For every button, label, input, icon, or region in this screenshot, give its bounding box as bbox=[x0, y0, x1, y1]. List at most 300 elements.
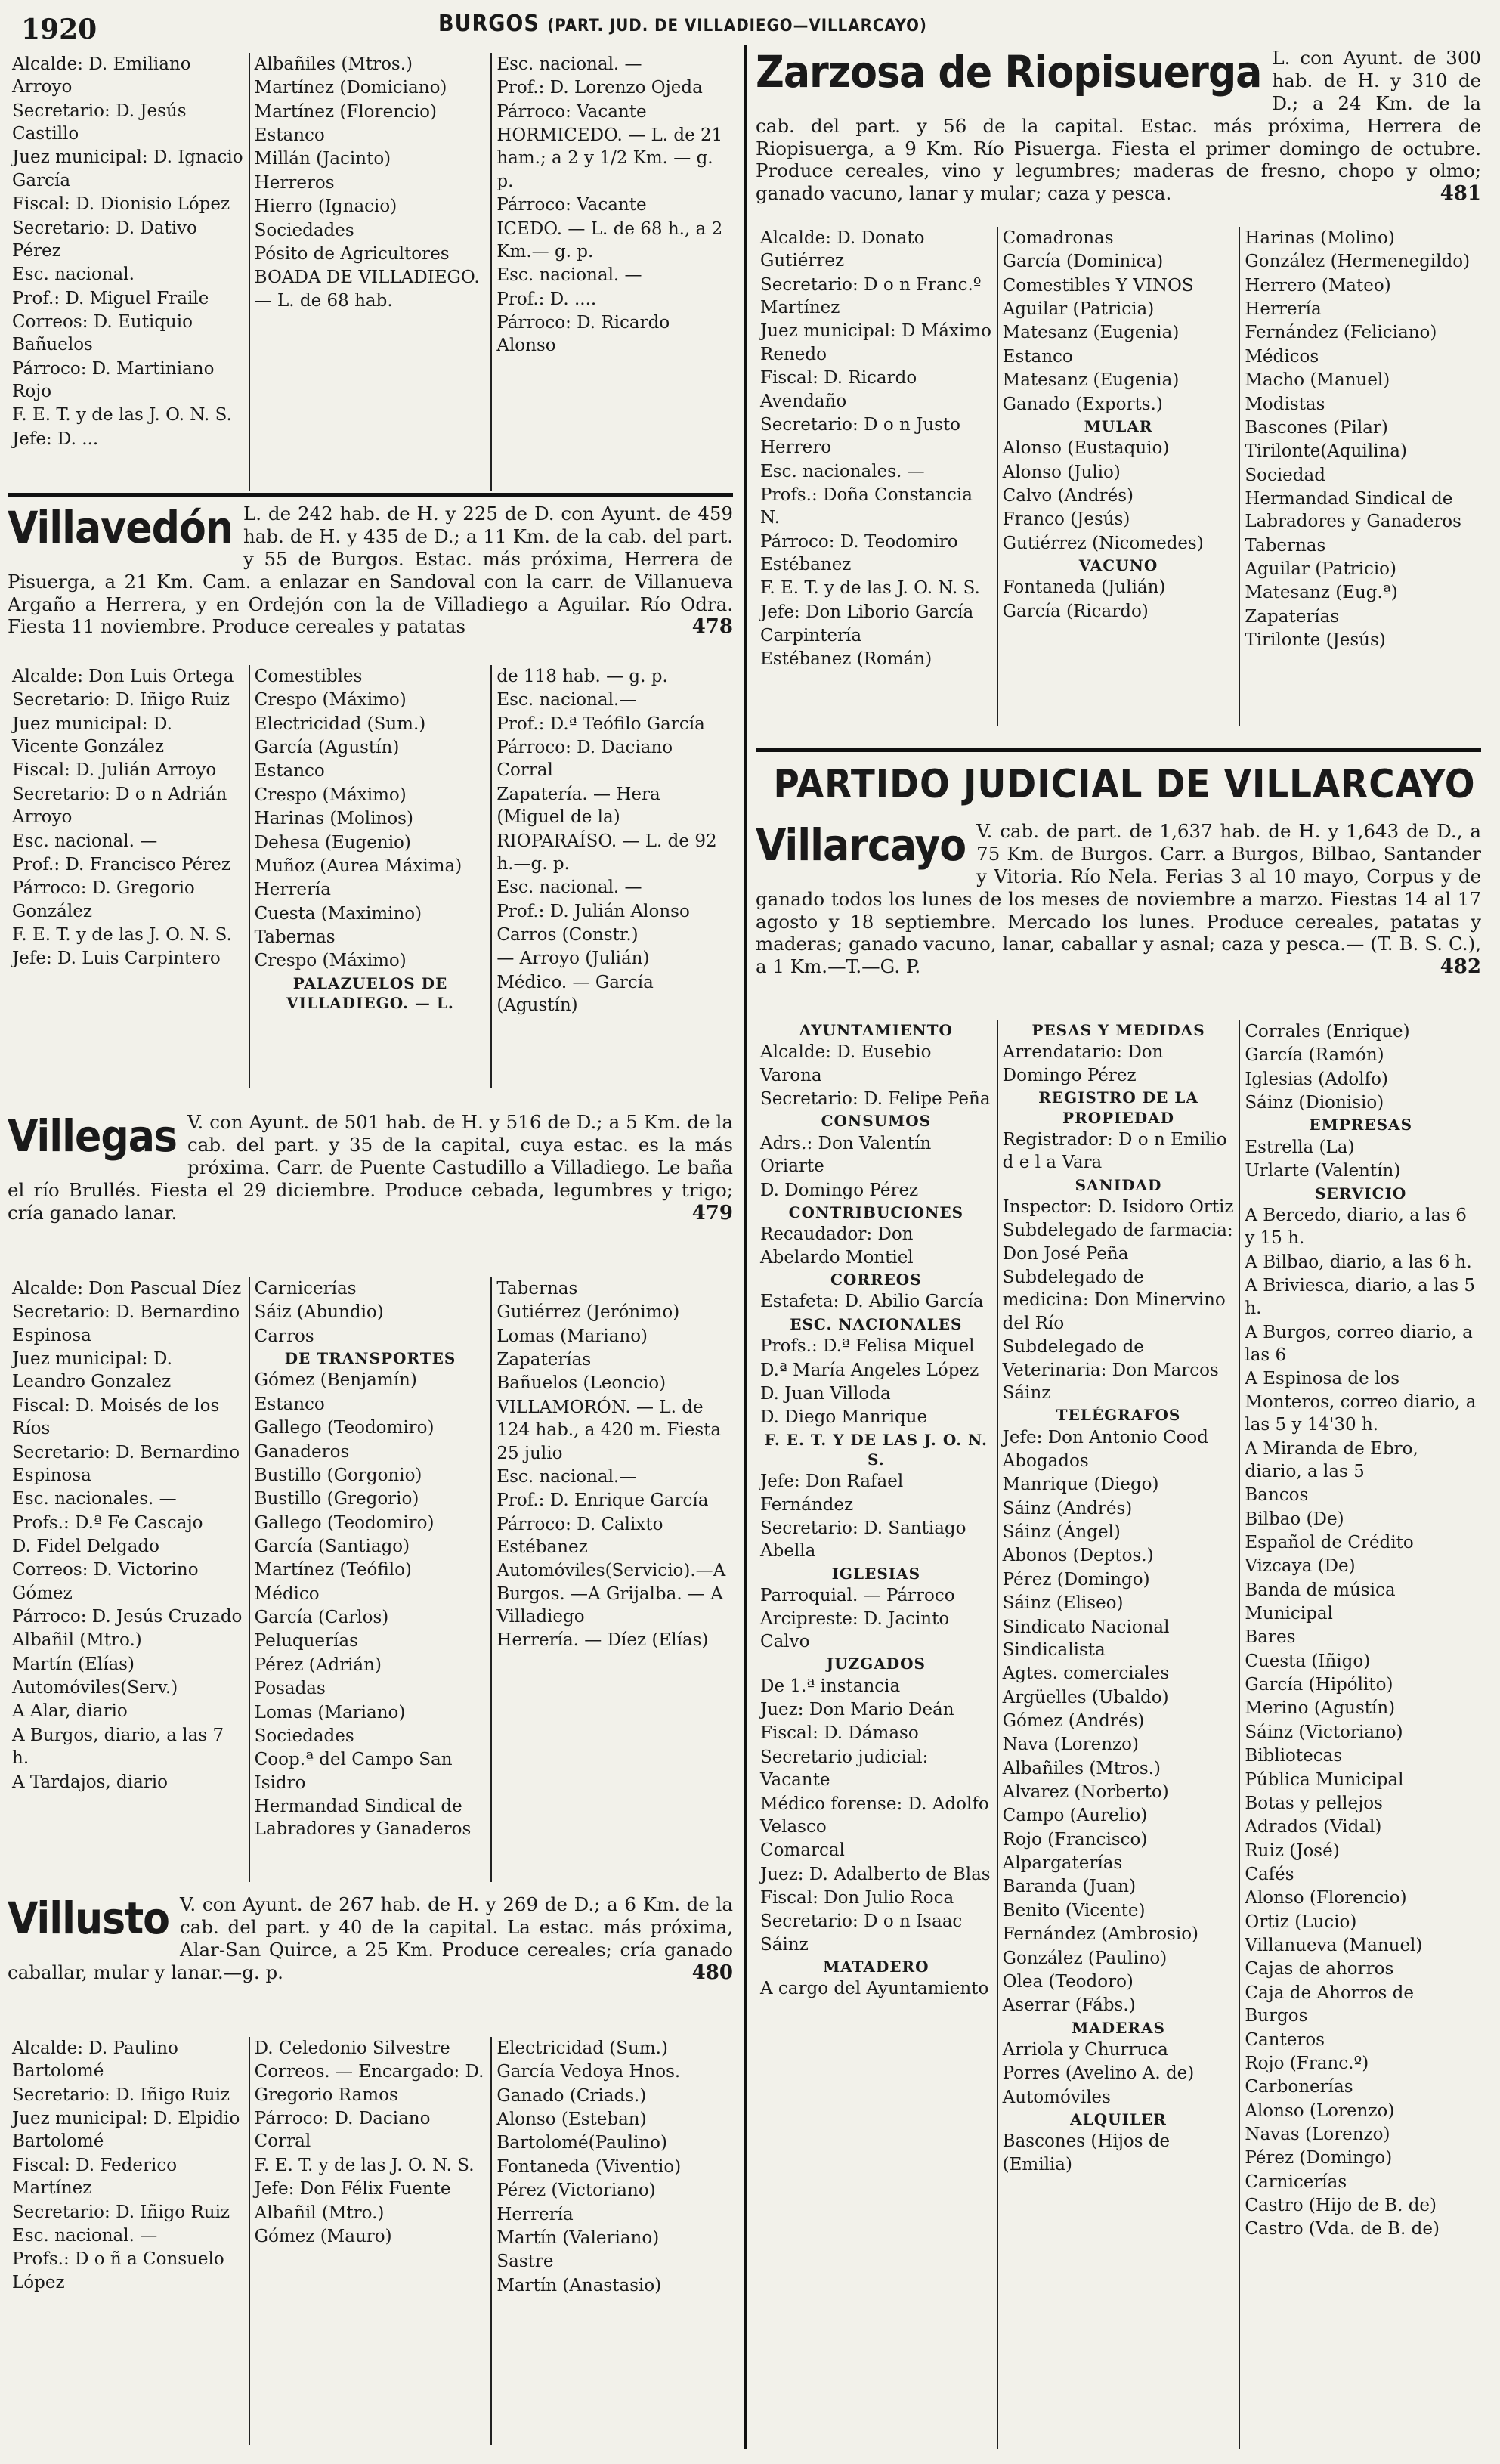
directory-line: Prof.: D. Julián Alonso bbox=[496, 901, 690, 921]
directory-line: Aguilar (Patricio) bbox=[1245, 559, 1396, 580]
town-description: L. de 242 hab. de H. y 225 de D. con Ayunt. de 459 hab. de H. y 435 de D.; a 11 Km. de la cab. del part. y 55 de Burgos. Estac. más próxima, Herrera de Pisuerga, a 21 Km. Cam. a enlazar en Sandoval con la carr. de Villanueva Argaño a Herrera, y en Ordejón con la de Villadiego a Aguilar. Río Odra. Fiesta 11 noviembre. Produce cereales y patatas bbox=[8, 503, 733, 638]
directory-line: A Alar, diario bbox=[12, 1701, 128, 1722]
directory-line: Juez municipal: D. Ignacio García bbox=[12, 147, 243, 190]
directory-line: EMPRESAS bbox=[1309, 1116, 1413, 1134]
directory-line: Tabernas bbox=[496, 1279, 578, 1299]
town-name: Villavedón bbox=[8, 503, 233, 553]
directory-line: Albañiles (Mtros.) bbox=[1002, 1758, 1161, 1778]
directory-line: Electricidad (Sum.) bbox=[254, 714, 426, 734]
directory-line: SERVICIO bbox=[1315, 1184, 1407, 1203]
directory-line: Rojo (Francisco) bbox=[1002, 1829, 1148, 1850]
directory-line: Sociedades bbox=[254, 1726, 354, 1746]
directory-line: Fontaneda (Julián) bbox=[1002, 577, 1166, 598]
rule bbox=[756, 748, 1481, 752]
directory-line: Secretario: D o n Justo Herrero bbox=[760, 414, 961, 458]
directory-line: JUZGADOS bbox=[826, 1655, 926, 1673]
directory-line: Banda de música bbox=[1245, 1580, 1396, 1600]
directory-line: Profs.: D o ñ a Consuelo López bbox=[12, 2249, 224, 2292]
directory-line: Adrs.: Don Valentín Oriarte bbox=[760, 1133, 932, 1177]
directory-line: Cafés bbox=[1245, 1865, 1294, 1884]
directory-line: Sociedades bbox=[254, 220, 354, 240]
directory-line: Albañiles (Mtros.) bbox=[254, 54, 413, 74]
directory-line: Párroco: D. Martiniano Rojo bbox=[12, 358, 215, 402]
directory-line: Esc. nacional.— bbox=[496, 690, 637, 710]
directory-line: Gallego (Teodomiro) bbox=[254, 1512, 435, 1533]
directory-line: Párroco: D. Jesús Cruzado bbox=[12, 1607, 243, 1627]
directory-line: Martín (Anastasio) bbox=[496, 2275, 662, 2295]
directory-line: D.ª María Angeles López bbox=[760, 1360, 979, 1380]
directory-line: Carnicerías bbox=[254, 1279, 357, 1299]
directory-line: González (Paulino) bbox=[1002, 1948, 1168, 1968]
directory-line: Bancos bbox=[1245, 1485, 1309, 1506]
directory-line: Estébanez (Román) bbox=[760, 649, 932, 670]
entry-header-zarzosa bbox=[756, 47, 1481, 224]
directory-line: Franco (Jesús) bbox=[1002, 509, 1130, 530]
directory-line: F. E. T. y de las J. O. N. S. bbox=[12, 405, 232, 426]
directory-line: Jefe: Don Rafael Fernández bbox=[760, 1472, 904, 1515]
directory-line: Prof.: D. .... bbox=[496, 289, 597, 309]
directory-line: Automóviles bbox=[1002, 2087, 1111, 2107]
directory-line: García (Ramón) bbox=[1245, 1045, 1384, 1066]
directory-line: Alcalde: Don Luis Ortega bbox=[12, 667, 234, 686]
directory-line: Pérez (Domingo) bbox=[1002, 1569, 1150, 1590]
directory-line: Bilbao (De) bbox=[1245, 1509, 1344, 1529]
directory-line: Matesanz (Eug.ª) bbox=[1245, 583, 1398, 603]
directory-line: Juez: D. Adalberto de Blas bbox=[760, 1864, 991, 1884]
page-number: 1920 bbox=[21, 14, 97, 45]
directory-line: Prof.: D. Francisco Pérez bbox=[12, 854, 230, 874]
directory-line: Profs.: D.ª Fe Cascajo bbox=[12, 1512, 203, 1533]
town-description: V. cab. de part. de 1,637 hab. de H. y 1,643 de D., a 75 Km. de Burgos. Carr. a Burgos, Bilbao, Santander y Vitoria. Río Nela. Ferias 3 al 10 mayo, Corpus y de ganado todos los lunes de los meses de noviembre a marzo. Fiestas 14 al 17 agosto y 18 septiembre. Mercado los lunes. Produce cereales, patatas y maderas; ganado vacuno, lanar, caballar y asnal; caza y pesca.— (T. B. S. C.), a 1 Km.—T.—G. P. bbox=[756, 820, 1481, 978]
directory-line: Esc. nacional. — bbox=[12, 831, 158, 851]
directory-line: Crespo (Máximo) bbox=[254, 690, 407, 710]
directory-column bbox=[1239, 1020, 1481, 2449]
directory-line: Benito (Vicente) bbox=[1002, 1900, 1146, 1921]
directory-line: Estanco bbox=[254, 125, 325, 146]
entry-header-villusto bbox=[8, 1893, 733, 2033]
town-name: Villegas bbox=[8, 1111, 177, 1162]
directory-line: Secretario: D. Iñigo Ruiz bbox=[12, 2085, 230, 2105]
directory-line: Matesanz (Eugenia) bbox=[1002, 323, 1180, 343]
directory-column bbox=[1239, 227, 1481, 726]
directory-line: Tirilonte(Aquilina) bbox=[1245, 441, 1407, 462]
directory-line: Subdelegado de medicina: Don Minervino del Río bbox=[1002, 1268, 1226, 1333]
directory-line: TELÉGRAFOS bbox=[1056, 1406, 1181, 1425]
directory-line: Vizcaya (De) bbox=[1245, 1556, 1356, 1577]
directory-line: CONTRIBUCIONES bbox=[788, 1203, 964, 1221]
directory-line: Correos: D. Victorino Gómez bbox=[12, 1560, 199, 1603]
directory-line: Secretario: D. Jesús Castillo bbox=[12, 101, 187, 144]
directory-line: Carros bbox=[254, 1326, 314, 1346]
directory-line: Alonso (Florencio) bbox=[1245, 1888, 1407, 1908]
entry-columns-zarzosa bbox=[756, 227, 1481, 726]
directory-line: Alcalde: D. Eusebio Varona bbox=[760, 1042, 932, 1085]
directory-line: Prof.: D.ª Teófilo García bbox=[496, 714, 705, 734]
directory-line: Herrero (Mateo) bbox=[1245, 275, 1391, 296]
directory-line: Juez municipal: D. Leandro Gonzalez bbox=[12, 1349, 172, 1392]
directory-line: Recaudador: Don Abelardo Montiel bbox=[760, 1224, 914, 1268]
directory-line: — Arroyo (Julián) bbox=[496, 949, 650, 969]
directory-line: Modistas bbox=[1245, 394, 1325, 414]
directory-line: Villanueva (Manuel) bbox=[1245, 1936, 1423, 1956]
directory-line: Secretario judicial: Vacante bbox=[760, 1747, 929, 1791]
directory-line: Martínez (Florencio) bbox=[254, 101, 437, 122]
directory-line: Comadronas bbox=[1002, 228, 1114, 248]
directory-line: Secretario: D o n Adrián Arroyo bbox=[12, 784, 227, 828]
directory-line: Muñoz (Aurea Máxima) bbox=[254, 856, 462, 876]
directory-line: Merino (Agustín) bbox=[1245, 1698, 1396, 1719]
directory-line: Ganado (Criads.) bbox=[496, 2085, 647, 2106]
directory-line: Comestibles Y VINOS bbox=[1002, 275, 1194, 296]
directory-line: Párroco: D. Ricardo Alonso bbox=[496, 312, 670, 356]
directory-line: García (Santiago) bbox=[254, 1536, 410, 1556]
directory-line: De 1.ª instancia bbox=[760, 1676, 901, 1696]
directory-line: Pérez (Victoriano) bbox=[496, 2181, 656, 2201]
directory-line: Estanco bbox=[254, 761, 325, 782]
directory-line: Tabernas bbox=[254, 927, 336, 947]
directory-line: Estanco bbox=[1002, 346, 1073, 367]
directory-line: Médico bbox=[254, 1583, 320, 1604]
directory-line: Alcalde: D. Donato Gutiérrez bbox=[760, 228, 925, 271]
directory-line: Zapaterías bbox=[496, 1350, 592, 1370]
directory-line: Secretario: D. Felipe Peña bbox=[760, 1089, 991, 1110]
directory-line: Albañil (Mtro.) bbox=[254, 2202, 385, 2223]
directory-line: Sáinz (Dionisio) bbox=[1245, 1093, 1384, 1113]
directory-column bbox=[997, 1020, 1239, 2449]
directory-line: A Bilbao, diario, a las 6 h. bbox=[1245, 1252, 1472, 1272]
directory-line: Arriola y Churruca bbox=[1002, 2040, 1168, 2060]
directory-column bbox=[756, 1020, 997, 2449]
directory-line: Secretario: D. Santiago Abella bbox=[760, 1518, 966, 1562]
directory-line: Subdelegado de farmacia: Don José Peña bbox=[1002, 1221, 1233, 1264]
directory-line: Sáinz (Andrés) bbox=[1002, 1498, 1133, 1518]
directory-line: Correos. — Encargado: D. Gregorio Ramos bbox=[254, 2062, 484, 2105]
directory-line: Herrería bbox=[496, 2204, 574, 2224]
directory-line: García (Carlos) bbox=[254, 1608, 389, 1628]
directory-line: Secretario: D o n Franc.º Martínez bbox=[760, 274, 982, 318]
directory-line: ALQUILER bbox=[1070, 2110, 1167, 2129]
directory-line: Tirilonte (Jesús) bbox=[1245, 630, 1386, 651]
partido-title: PARTIDO JUDICIAL DE VILLARCAYO bbox=[773, 762, 1476, 807]
directory-line: D. Diego Manrique bbox=[760, 1407, 928, 1428]
directory-line: Esc. nacional. — bbox=[496, 265, 642, 286]
directory-line: Baranda (Juan) bbox=[1002, 1877, 1137, 1897]
directory-line: Secretario: D. Dativo Pérez bbox=[12, 218, 197, 261]
directory-line: Alcalde: Don Pascual Díez bbox=[12, 1279, 242, 1299]
town-description: L. con Ayunt. de 300 hab. de H. y 310 de D.; a 24 Km. de la cab. del part. y 56 de la capital. Estac. más próxima, Herrera de Riopisuerga, a 9 Km. Río Pisuerga. Fiesta el primer domingo de octubre. Produce cereales, vino y legumbres; maderas de fresno, chopo y olmo; ganado vacuno, lanar y mular; caza y pesca. bbox=[756, 47, 1481, 205]
directory-line: Fontaneda (Viventio) bbox=[496, 2156, 682, 2177]
directory-column bbox=[8, 1277, 249, 1882]
directory-line: Carros (Constr.) bbox=[496, 924, 639, 945]
directory-line: Pérez (Domingo) bbox=[1245, 2148, 1393, 2168]
directory-line: Parroquial. — Párroco Arcipreste: D. Jacinto Calvo bbox=[760, 1586, 955, 1651]
directory-line: de 118 hab. — g. p. bbox=[496, 667, 668, 686]
directory-line: Juez: Don Mario Deán bbox=[760, 1700, 954, 1720]
directory-line: Caja de Ahorros de Burgos bbox=[1245, 1983, 1415, 2026]
directory-line: Médicos bbox=[1245, 346, 1319, 367]
directory-line: Bañuelos (Leoncio) bbox=[496, 1373, 666, 1394]
town-description: V. con Ayunt. de 267 hab. de H. y 269 de D.; a 6 Km. de la cab. del part. y 40 de la capital. La estac. más próxima, Alar-San Quirce, a 25 Km. Produce cereales; cría ganado caballar, mular y lanar.—g. p. bbox=[8, 1893, 733, 1983]
directory-line: Cajas de ahorros bbox=[1245, 1959, 1394, 1980]
directory-line: Médico. — García (Agustín) bbox=[496, 972, 654, 1016]
directory-line: D. Fidel Delgado bbox=[12, 1536, 159, 1556]
directory-column bbox=[249, 665, 491, 1088]
entry-header-villegas bbox=[8, 1111, 733, 1274]
directory-line: Jefe: Don Liborio García bbox=[760, 602, 974, 622]
directory-line: Gutiérrez (Nicomedes) bbox=[1002, 533, 1204, 553]
directory-line: Estanco bbox=[254, 1394, 325, 1414]
continuation-columns bbox=[8, 53, 733, 491]
directory-line: Pérez (Adrián) bbox=[254, 1655, 382, 1675]
directory-line: Carnicerías bbox=[1245, 2171, 1347, 2192]
directory-line: Esc. nacional. — bbox=[12, 2225, 158, 2246]
directory-line: Fiscal: Don Julio Roca bbox=[760, 1887, 954, 1908]
directory-column bbox=[756, 227, 997, 726]
directory-line: Párroco: D. Daciano Corral bbox=[254, 2109, 431, 2152]
directory-line: Macho (Manuel) bbox=[1245, 370, 1390, 391]
directory-line: Bascones (Pilar) bbox=[1245, 417, 1388, 438]
directory-line: Lomas (Mariano) bbox=[496, 1326, 648, 1346]
directory-line: IGLESIAS bbox=[831, 1564, 921, 1583]
directory-line: SANIDAD bbox=[1075, 1175, 1162, 1194]
directory-line: Peluquerías bbox=[254, 1631, 358, 1651]
directory-line: Crespo (Máximo) bbox=[254, 785, 407, 805]
directory-line: DE TRANSPORTES bbox=[284, 1349, 456, 1368]
directory-line: Prof.: D. Miguel Fraile bbox=[12, 288, 209, 308]
directory-line: Agtes. comerciales bbox=[1002, 1664, 1170, 1684]
directory-line: Rojo (Franc.º) bbox=[1245, 2053, 1369, 2073]
directory-line: Martínez (Domiciano) bbox=[254, 78, 447, 98]
directory-line: Esc. nacional. bbox=[12, 265, 135, 285]
directory-line: Párroco: D. Daciano Corral bbox=[496, 738, 673, 781]
directory-line: Posadas bbox=[254, 1679, 326, 1699]
directory-line: Gallego (Teodomiro) bbox=[254, 1418, 435, 1438]
directory-line: Gómez (Andrés) bbox=[1002, 1710, 1145, 1731]
town-description: V. con Ayunt. de 501 hab. de H. y 516 de D.; a 5 Km. de la cab. del part. y 35 de la capital, cuya estac. es la más próxima. Carr. de Puente Castudillo a Villadiego. Le baña el río Brullés. Fiesta el 29 diciembre. Produce cebada, legumbres y trigo; cría ganado lanar. bbox=[8, 1111, 733, 1224]
directory-line: ESC. NACIONALES bbox=[790, 1314, 963, 1333]
directory-line: García (Hipólito) bbox=[1245, 1675, 1393, 1695]
directory-line: Fiscal: D. Julián Arroyo bbox=[12, 760, 217, 781]
directory-line: Bascones (Hijos de (Emilia) bbox=[1002, 2131, 1171, 2175]
directory-line: Millán (Jacinto) bbox=[254, 149, 391, 169]
directory-line: CONSUMOS bbox=[821, 1112, 932, 1131]
directory-line: Inspector: D. Isidoro Ortiz bbox=[1002, 1197, 1234, 1217]
directory-line: A Miranda de Ebro, diario, a las 5 bbox=[1245, 1438, 1418, 1481]
directory-line: RIOPARAÍSO. — L. de 92 h.—g. p. bbox=[496, 831, 717, 874]
directory-line: A cargo del Ayuntamiento bbox=[760, 1979, 989, 1999]
directory-line: Ganaderos bbox=[254, 1441, 350, 1462]
directory-line: Párroco: D. Gregorio González bbox=[12, 878, 195, 921]
directory-column bbox=[490, 2037, 733, 2445]
directory-line: Jefe: D. ... bbox=[12, 429, 99, 449]
directory-line: Martínez (Teófilo) bbox=[254, 1560, 412, 1580]
directory-line: Gómez (Benjamín) bbox=[254, 1370, 417, 1391]
directory-line: MULAR bbox=[1084, 416, 1153, 435]
directory-line: Sindicato Nacional Sindicalista bbox=[1002, 1617, 1170, 1660]
directory-line: Coop.ª del Campo San Isidro bbox=[254, 1750, 453, 1793]
directory-line: Jefe: Don Antonio Cood bbox=[1002, 1427, 1208, 1447]
directory-line: Sáinz (Eliseo) bbox=[1002, 1593, 1124, 1614]
directory-line: VILLAMORÓN. — L. de 124 hab., a 420 m. Fiesta 25 julio bbox=[496, 1397, 722, 1463]
directory-line: Sáinz (Victoriano) bbox=[1245, 1722, 1403, 1742]
directory-line: Harinas (Molino) bbox=[1245, 228, 1395, 248]
directory-line: Párroco: D. Calixto Estébanez bbox=[496, 1514, 663, 1557]
directory-column bbox=[249, 1277, 491, 1882]
page-header bbox=[0, 0, 1500, 47]
directory-column bbox=[490, 53, 733, 491]
directory-line: García (Agustín) bbox=[254, 738, 400, 758]
directory-line: Estafeta: D. Abilio García bbox=[760, 1292, 984, 1312]
entry-columns-villegas bbox=[8, 1277, 733, 1882]
directory-line: Arrendatario: Don Domingo Pérez bbox=[1002, 1042, 1164, 1085]
directory-line: Fiscal: D. Dionisio López bbox=[12, 194, 230, 215]
rule bbox=[8, 493, 733, 497]
entry-columns-villarcayo bbox=[756, 1020, 1481, 2449]
directory-line: Pósito de Agricultores bbox=[254, 243, 450, 264]
directory-line: Ganado (Exports.) bbox=[1002, 394, 1163, 414]
directory-line: González (Hermenegildo) bbox=[1245, 252, 1471, 272]
directory-line: A Tardajos, diario bbox=[12, 1772, 169, 1792]
directory-line: Navas (Lorenzo) bbox=[1245, 2124, 1390, 2144]
directory-line: F. E. T. y de las J. O. N. S. bbox=[12, 924, 232, 945]
directory-line: Subdelegado de Veterinaria: Don Marcos Sáinz bbox=[1002, 1337, 1219, 1403]
directory-line: Secretario: D. Bernardino Espinosa bbox=[12, 1302, 240, 1345]
directory-line: Bustillo (Gorgonio) bbox=[254, 1465, 422, 1485]
directory-line: Profs.: D.ª Felisa Miquel bbox=[760, 1336, 975, 1357]
directory-line: BOADA DE VILLADIEGO. — L. de 68 hab. bbox=[254, 268, 480, 311]
directory-line: Párroco: D. Teodomiro Estébanez bbox=[760, 531, 958, 575]
directory-line: Párroco: Vacante bbox=[496, 195, 647, 215]
directory-line: F. E. T. Y DE LAS J. O. N. S. bbox=[764, 1430, 988, 1469]
directory-line: Crespo (Máximo) bbox=[254, 951, 407, 971]
entry-columns-villusto bbox=[8, 2037, 733, 2445]
directory-column bbox=[8, 2037, 249, 2445]
directory-line: Alonso (Eustaquio) bbox=[1002, 438, 1170, 459]
directory-column bbox=[249, 2037, 491, 2445]
directory-line: Alonso (Esteban) bbox=[496, 2110, 647, 2130]
directory-line: Fernández (Ambrosio) bbox=[1002, 1924, 1199, 1945]
directory-line: Juez municipal: D. Elpidio Bartolomé bbox=[12, 2109, 240, 2152]
directory-line: A Espinosa de los Monteros, correo diario, a las 5 y 14'30 h. bbox=[1245, 1369, 1477, 1435]
directory-line: MADERAS bbox=[1072, 2018, 1165, 2037]
directory-line: Sáiz (Abundio) bbox=[254, 1302, 384, 1323]
directory-line: Carpintería bbox=[760, 626, 862, 646]
directory-line: Cuesta (Iñigo) bbox=[1245, 1651, 1371, 1671]
running-title bbox=[438, 11, 927, 37]
directory-line: A Burgos, correo diario, a las 6 bbox=[1245, 1322, 1473, 1366]
running-title-main: BURGOS bbox=[438, 11, 540, 37]
directory-line: Hierro (Ignacio) bbox=[254, 197, 397, 217]
directory-line: Canteros bbox=[1245, 2029, 1325, 2050]
directory-line: Juez municipal: D. Vicente González bbox=[12, 714, 172, 757]
directory-line: Automóviles(Serv.) bbox=[12, 1678, 178, 1698]
directory-line: Esc. nacionales. — bbox=[12, 1489, 177, 1509]
directory-line: Martín (Elías) bbox=[12, 1654, 135, 1674]
directory-line: A Bercedo, diario, a las 6 y 15 h. bbox=[1245, 1205, 1467, 1249]
directory-line: Castro (Hijo de B. de) bbox=[1245, 2196, 1437, 2216]
directory-line: Olea (Teodoro) bbox=[1002, 1971, 1134, 1992]
directory-line: Harinas (Molinos) bbox=[254, 809, 413, 829]
directory-line: Manrique (Diego) bbox=[1002, 1475, 1159, 1495]
directory-line: García (Ricardo) bbox=[1002, 601, 1149, 621]
directory-line: Alonso (Lorenzo) bbox=[1245, 2100, 1395, 2121]
directory-line: Botas y pellejos bbox=[1245, 1793, 1383, 1813]
directory-line: Hermandad Sindical de Labradores y Ganaderos bbox=[254, 1796, 472, 1840]
entry-number: 478 bbox=[691, 615, 733, 639]
entry-columns-villavedon bbox=[8, 665, 733, 1088]
directory-line: Martín (Valeriano) bbox=[496, 2227, 660, 2248]
directory-line: García Vedoya Hnos. bbox=[496, 2062, 681, 2082]
directory-column bbox=[490, 1277, 733, 1882]
directory-column bbox=[490, 665, 733, 1088]
directory-line: Jefe: D. Luis Carpintero bbox=[12, 949, 221, 969]
directory-line: Esc. nacional. — bbox=[496, 878, 642, 898]
directory-line: Porres (Avelino A. de) bbox=[1002, 2063, 1195, 2084]
directory-line: Esc. nacionales. — bbox=[760, 461, 925, 481]
directory-line: Secretario: D. Bernardino Espinosa bbox=[12, 1442, 240, 1485]
entry-number: 482 bbox=[1440, 955, 1481, 979]
directory-line: Abogados bbox=[1002, 1450, 1089, 1471]
directory-line: Secretario: D. Iñigo Ruiz bbox=[12, 2202, 230, 2222]
town-name: Villusto bbox=[8, 1893, 170, 1944]
entry-header-villarcayo bbox=[756, 820, 1481, 1017]
directory-line: VACUNO bbox=[1078, 556, 1158, 575]
directory-line: Bibliotecas bbox=[1245, 1746, 1343, 1766]
directory-line: Cuesta (Maximino) bbox=[254, 903, 422, 924]
directory-line: CORREOS bbox=[830, 1271, 922, 1289]
directory-line: Alpargaterías bbox=[1002, 1853, 1123, 1874]
directory-line: Fiscal: D. Dámaso bbox=[760, 1723, 919, 1744]
directory-column bbox=[249, 53, 491, 491]
directory-line: D. Celedonio Silvestre bbox=[254, 2038, 450, 2058]
directory-line: F. E. T. y de las J. O. N. S. bbox=[760, 578, 980, 599]
directory-line: Dehesa (Eugenio) bbox=[254, 832, 411, 853]
directory-line: Automóviles(Servicio).—A Burgos. —A Grijalba. — A Villadiego bbox=[496, 1561, 726, 1627]
directory-line: Carbonerías bbox=[1245, 2077, 1353, 2097]
directory-line: Alcalde: D. Paulino Bartolomé bbox=[12, 2038, 178, 2082]
directory-line: Adrados (Vidal) bbox=[1245, 1817, 1382, 1837]
directory-line: Fiscal: D. Moisés de los Ríos bbox=[12, 1395, 220, 1439]
directory-line: A Briviesca, diario, a las 5 h. bbox=[1245, 1276, 1475, 1319]
directory-line: Prof.: D. Enrique García bbox=[496, 1490, 709, 1511]
directory-line: Albañil (Mtro.) bbox=[12, 1630, 142, 1651]
directory-line: Campo (Aurelio) bbox=[1002, 1806, 1148, 1826]
directory-line: Jefe: Don Félix Fuente bbox=[254, 2179, 451, 2199]
directory-line: Gutiérrez (Jerónimo) bbox=[496, 1302, 680, 1323]
directory-line: Pública Municipal bbox=[1245, 1769, 1404, 1790]
directory-line: Sáinz (Ángel) bbox=[1002, 1522, 1121, 1543]
directory-line: Fernández (Feliciano) bbox=[1245, 323, 1437, 343]
directory-line: Iglesias (Adolfo) bbox=[1245, 1069, 1388, 1089]
directory-line: Esc. nacional.— bbox=[496, 1466, 637, 1487]
directory-line: Urlarte (Valentín) bbox=[1245, 1161, 1401, 1181]
directory-line: Esc. nacional. — bbox=[496, 54, 642, 74]
entry-number: 481 bbox=[1440, 182, 1481, 206]
directory-line: Argüelles (Ubaldo) bbox=[1002, 1687, 1169, 1707]
entry-number: 480 bbox=[691, 1961, 733, 1984]
entry-number: 479 bbox=[691, 1201, 733, 1224]
directory-line: HORMICEDO. — L. de 21 ham.; a 2 y 1/2 Km. — g. p. bbox=[496, 125, 723, 191]
directory-line: Correos: D. Eutiquio Bañuelos bbox=[12, 311, 193, 355]
directory-line: Fiscal: D. Federico Martínez bbox=[12, 2155, 178, 2199]
directory-line: PALAZUELOS DE VILLADIEGO. — L. bbox=[286, 974, 454, 1013]
town-name: Villarcayo bbox=[756, 820, 966, 871]
directory-line: A Burgos, diario, a las 7 h. bbox=[12, 1725, 224, 1769]
directory-line: Juez municipal: D Máximo Renedo bbox=[760, 321, 991, 364]
directory-line: Herrería bbox=[1245, 299, 1322, 320]
directory-line: Lomas (Mariano) bbox=[254, 1702, 406, 1723]
directory-line: Corrales (Enrique) bbox=[1245, 1022, 1410, 1042]
